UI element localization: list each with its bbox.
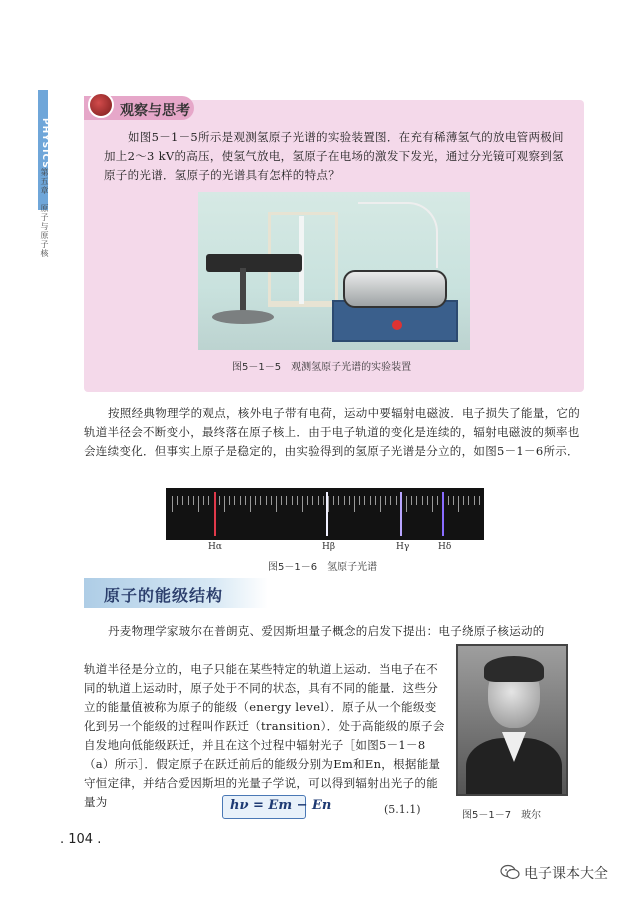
- spectrum-tick: [385, 496, 386, 505]
- paragraph-classical: 按照经典物理学的观点，核外电子带有电荷，运动中要辐射电磁波．电子损失了能量，它的轨道半径会不断变小，最终落在原子核上．由于电子轨道的变化是连续的，辐射电磁波的频率也会连续变化．但事实上原子是稳定的，由实验得到的氢原子光谱是分立的，如图5－1－6所示．: [84, 406, 580, 458]
- spectrum-tick: [349, 496, 350, 505]
- spectrum-tick: [182, 496, 183, 505]
- spectrum-tick: [448, 496, 449, 505]
- spectrum-tick: [229, 496, 230, 505]
- spectrum-label-h-delta: Hδ: [438, 542, 452, 552]
- spectrum-tick: [312, 496, 313, 505]
- spectrum-tick: [354, 496, 355, 512]
- spectrum-tick: [359, 496, 360, 505]
- spectrum-tick: [432, 496, 433, 512]
- spectrum-tick: [458, 496, 459, 512]
- observe-text: 如图5－1－5所示是观测氢原子光谱的实验装置图．在充有稀薄氢气的放电管两极间加上2～3 kV的高压，使氢气放电，氢原子在电场的激发下发光，通过分光镜可观察到氢原子的光谱．氢原子的光谱具有怎样的特点？: [104, 130, 564, 182]
- formula-number: (5.1.1): [384, 803, 421, 816]
- spectrum-tick: [193, 496, 194, 505]
- spectrum-tick: [286, 496, 287, 505]
- spectrum-tick: [318, 496, 319, 505]
- spectrum-tick: [177, 496, 178, 505]
- spectrum-tick: [468, 496, 469, 505]
- spectrum-tick: [281, 496, 282, 505]
- spectrum-tick: [198, 496, 199, 512]
- spectrum-label-h-gamma: Hγ: [396, 542, 410, 552]
- spectrum-tick: [437, 496, 438, 505]
- spectrum-tick: [396, 496, 397, 505]
- photo-wire: [358, 202, 438, 268]
- spectrum-tick: [427, 496, 428, 505]
- spectrum-tick: [380, 496, 381, 512]
- spectrum-tick: [406, 496, 407, 512]
- spectrum-tick: [328, 496, 329, 512]
- spectrum-tick: [370, 496, 371, 505]
- photo-knob: [392, 320, 402, 330]
- spectrum-tick: [344, 496, 345, 505]
- spectrum-tick: [234, 496, 235, 505]
- hydrogen-spectrum: [166, 488, 484, 540]
- spectrum-tick: [474, 496, 475, 505]
- spectrum-tick: [240, 496, 241, 505]
- photo-spectroscope-stem: [240, 268, 246, 314]
- spectrum-tick: [224, 496, 225, 512]
- wechat-icon: [500, 864, 520, 880]
- spectrum-tick: [271, 496, 272, 505]
- page-number: . 104 .: [60, 832, 102, 847]
- spectrum-tick: [245, 496, 246, 505]
- spectrum-tick: [255, 496, 256, 505]
- bohr-portrait: [456, 644, 568, 796]
- spectrum-tick: [276, 496, 277, 512]
- spectrum-tick: [203, 496, 204, 505]
- side-english-label: PHYSICS: [40, 118, 50, 169]
- observe-title: 观察与思考: [120, 103, 190, 119]
- paragraph-bohr-intro: 丹麦物理学家玻尔在普朗克、爱因斯坦量子概念的启发下提出：电子绕原子核运动的: [108, 624, 545, 638]
- spectrum-tick: [188, 496, 189, 505]
- side-chapter-label: 第五章 原子与原子核: [40, 168, 49, 258]
- spectrum-tick: [266, 496, 267, 505]
- spectrum-tick: [292, 496, 293, 505]
- watermark-text: 电子课本大全: [524, 866, 608, 882]
- spectrum-label-h-alpha: Hα: [208, 542, 222, 552]
- spectrum-tick: [323, 496, 324, 505]
- figure-5-1-6-caption: 图5－1－6 氢原子光谱: [268, 562, 378, 573]
- spectrum-tick: [479, 496, 480, 505]
- spectrum-tick: [338, 496, 339, 505]
- spectrum-line: [326, 492, 328, 536]
- spectrum-tick: [422, 496, 423, 505]
- figure-5-1-7-caption: 图5－1－7 玻尔: [462, 810, 542, 821]
- spectrum-tick: [260, 496, 261, 505]
- spectrum-tick: [172, 496, 173, 512]
- formula-expression: hν = Em − En: [230, 798, 332, 813]
- spectrum-label-h-beta: Hβ: [322, 542, 336, 552]
- magnifier-icon: [88, 92, 114, 118]
- spectrum-tick: [307, 496, 308, 505]
- spectrum-tick: [333, 496, 334, 505]
- spectrum-line: [214, 492, 216, 536]
- spectrum-line: [400, 492, 402, 536]
- spectrum-tick: [219, 496, 220, 505]
- photo-spectroscope-base: [212, 310, 274, 324]
- apparatus-photo: [198, 192, 470, 350]
- spectrum-line: [442, 492, 444, 536]
- portrait-hair: [484, 656, 544, 682]
- spectrum-tick: [375, 496, 376, 505]
- spectrum-tick: [302, 496, 303, 512]
- spectrum-tick: [250, 496, 251, 512]
- section-title: 原子的能级结构: [104, 586, 224, 605]
- spectrum-tick: [297, 496, 298, 505]
- spectrum-tick: [208, 496, 209, 505]
- spectrum-tick: [364, 496, 365, 505]
- spectrum-tick: [463, 496, 464, 505]
- spectrum-tick: [416, 496, 417, 505]
- photo-spectroscope: [206, 254, 302, 272]
- spectrum-tick: [390, 496, 391, 505]
- spectrum-tick: [453, 496, 454, 505]
- figure-5-1-5-caption: 图5－1－5 观测氢原子光谱的实验装置: [232, 362, 412, 373]
- spectrum-tick: [411, 496, 412, 505]
- photo-transformer: [343, 270, 447, 308]
- paragraph-bohr-theory: 轨道半径是分立的，电子只能在某些特定的轨道上运动．当电子在不同的轨道上运动时，原子处于不同的状态，具有不同的能量．这些分立的能量值被称为原子的能级（energy level）．原子从一个能级变化到另一个能级的过程叫作跃迁（transition）．处于高能级的原子会自发地向低能级跃迁，并且在这个过程中辐射光子［如图5－1－8（a）所示］．假定原子在跃迁前后的能级分别为Em和En，根据能量守恒定律，并结合爱因斯坦的光量子学说，可以得到辐射出光子的能量为: [84, 662, 445, 809]
